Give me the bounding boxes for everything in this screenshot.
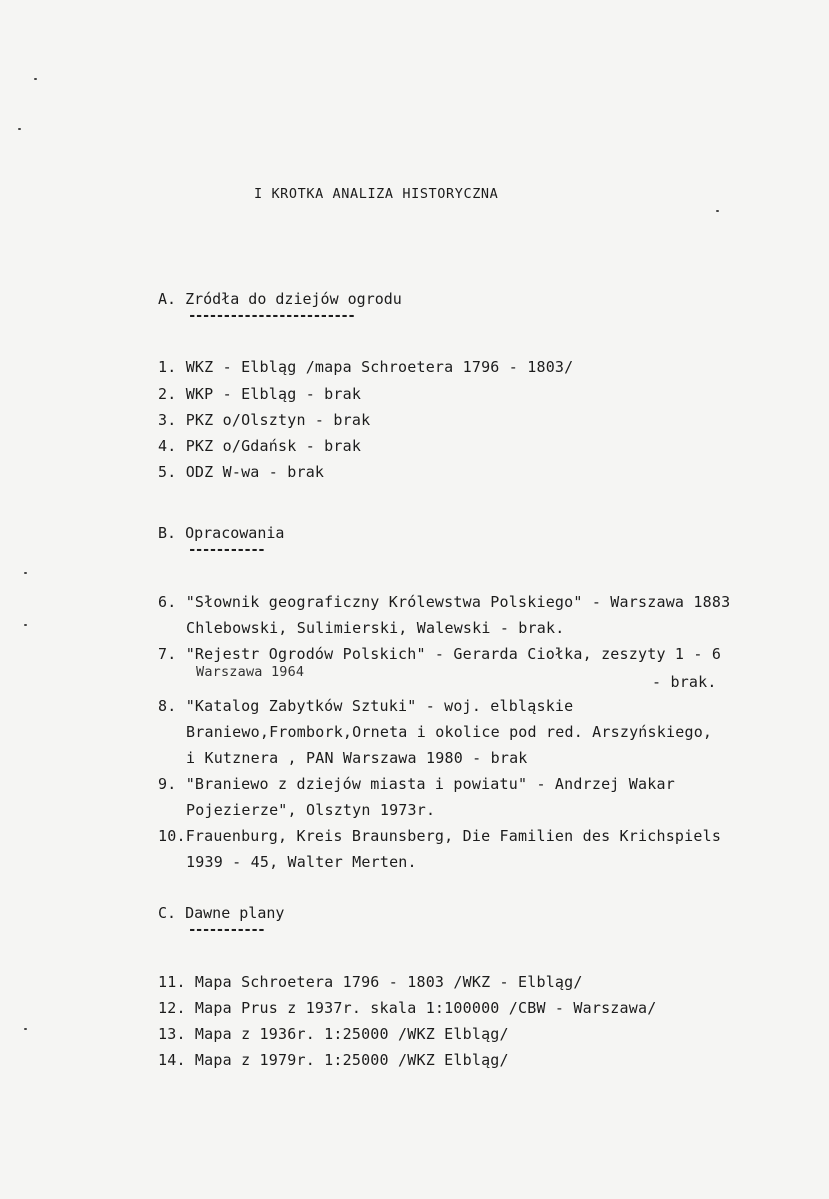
study-item-7: 7. "Rejestr Ogrodów Polskich" - Gerarda Ciołka, zeszyty 1 - 6 xyxy=(158,645,722,663)
plan-item-12: 12. Mapa Prus z 1937r. skala 1:100000 /CBW - Warszawa/ xyxy=(158,999,657,1017)
source-item-1: 1. WKZ - Elbląg /mapa Schroetera 1796 - 1803/ xyxy=(158,358,574,376)
document-title: I KROTKA ANALIZA HISTORYCZNA xyxy=(254,186,499,202)
section-b-underline: ----------- xyxy=(188,542,265,558)
paper-speck xyxy=(34,78,37,80)
plan-item-14: 14. Mapa z 1979r. 1:25000 /WKZ Elbląg/ xyxy=(158,1051,509,1069)
section-c-heading: C. Dawne plany xyxy=(158,904,285,922)
study-item-6-cont: Chlebowski, Sulimierski, Walewski - brak. xyxy=(186,619,565,637)
study-item-8: 8. "Katalog Zabytków Sztuki" - woj. elbląskie xyxy=(158,697,574,715)
study-item-9: 9. "Braniewo z dziejów miasta i powiatu" - Andrzej Wakar xyxy=(158,775,675,793)
plan-item-13: 13. Mapa z 1936r. 1:25000 /WKZ Elbląg/ xyxy=(158,1025,509,1043)
study-item-7-status: - brak. xyxy=(652,673,717,691)
plan-item-11: 11. Mapa Schroetera 1796 - 1803 /WKZ - Elbląg/ xyxy=(158,973,583,991)
study-item-10: 10.Frauenburg, Kreis Braunsberg, Die Familien des Krichspiels xyxy=(158,827,722,845)
paper-speck xyxy=(24,624,27,626)
study-item-9-cont: Pojezierze", Olsztyn 1973r. xyxy=(186,801,436,819)
source-item-5: 5. ODZ W-wa - brak xyxy=(158,463,325,481)
source-item-4: 4. PKZ o/Gdańsk - brak xyxy=(158,437,362,455)
source-item-2: 2. WKP - Elbląg - brak xyxy=(158,385,362,403)
section-a-underline: ------------------------ xyxy=(188,308,355,324)
study-item-8-cont: Braniewo,Frombork,Orneta i okolice pod red. Arszyńskiego, xyxy=(186,723,713,741)
source-item-3: 3. PKZ o/Olsztyn - brak xyxy=(158,411,371,429)
section-c-underline: ----------- xyxy=(188,922,265,938)
section-b-heading: B. Opracowania xyxy=(158,524,285,542)
paper-speck xyxy=(18,128,21,130)
study-item-10-cont: 1939 - 45, Walter Merten. xyxy=(186,853,417,871)
study-item-6: 6. "Słownik geograficzny Królewstwa Polskiego" - Warszawa 1883 xyxy=(158,593,731,611)
paper-speck xyxy=(716,210,719,212)
study-item-7-cont: Warszawa 1964 xyxy=(196,664,305,680)
study-item-8-cont2: i Kutznera , PAN Warszawa 1980 - brak xyxy=(186,749,528,767)
paper-speck xyxy=(24,572,27,574)
section-a-heading: A. Zródła do dziejów ogrodu xyxy=(158,290,402,308)
paper-speck xyxy=(24,1028,27,1030)
